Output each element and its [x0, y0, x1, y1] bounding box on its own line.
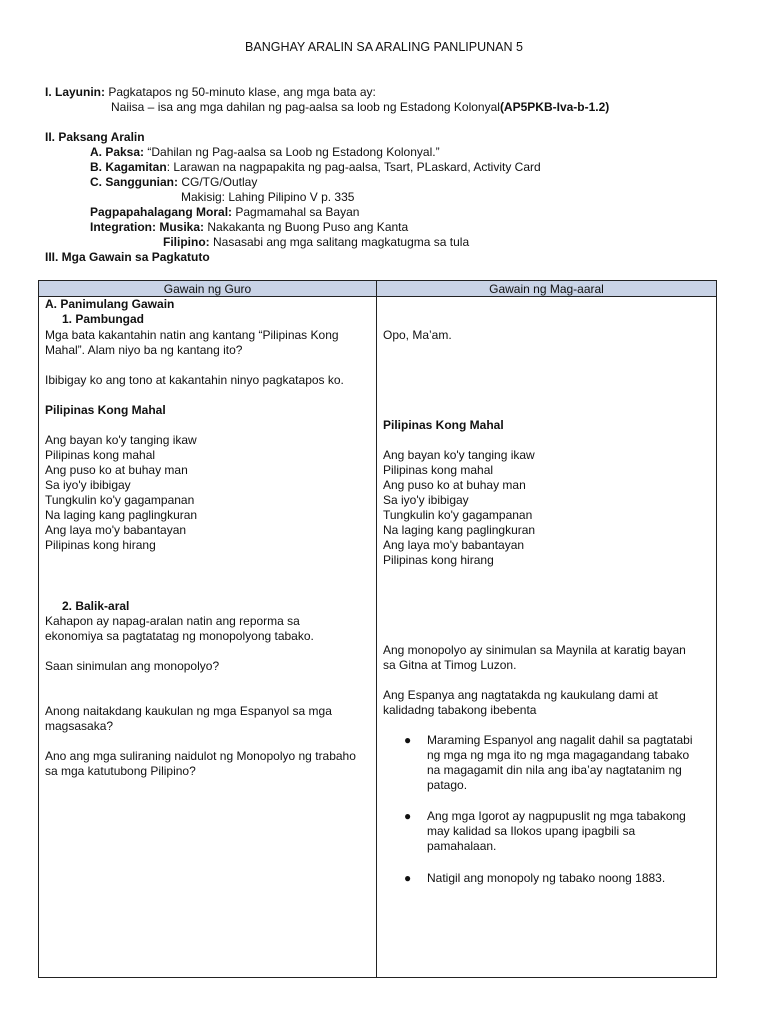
student-answer: sa Gitna at Timog Luzon.: [383, 658, 517, 672]
paksa-text: “Dahilan ng Pag-aalsa sa Loob ng Estadong Kolonyal.”: [144, 145, 440, 159]
student-answer: Ang Espanya ang nagtatakda ng kaukulang dami at: [383, 688, 658, 702]
bullet-icon: ●: [404, 809, 412, 823]
song-line: Na laging kang paglingkuran: [45, 508, 198, 522]
page-title: BANGHAY ARALIN SA ARALING PANLIPUNAN 5: [245, 40, 523, 54]
filipino-text: Nasasabi ang mga salitang magkatugma sa tula: [209, 235, 470, 249]
bullet-item: pamahalaan.: [427, 839, 497, 853]
filipino-line: [163, 235, 469, 250]
question: sa mga katutubong Pilipino?: [45, 764, 196, 778]
song-line: Sa iyo'y ibibigay: [383, 493, 469, 507]
song-line: Pilipinas kong mahal: [45, 448, 156, 462]
guro-column: [39, 297, 377, 978]
bullet-item: ng mga ng mga ito ng mga magagandang tabako: [427, 748, 690, 762]
kagamitan-line: [90, 160, 541, 175]
song-line: Ang puso ko at buhay man: [45, 463, 188, 477]
kagamitan-label: B. Kagamitan: [90, 160, 167, 174]
bullet-item: Maraming Espanyol ang nagalit dahil sa pagtatabi: [427, 733, 693, 747]
guro-instruction: Ibibigay ko ang tono at kakantahin ninyo pagkatapos ko.: [45, 373, 344, 387]
mag-aaral-column: [377, 297, 717, 978]
song-line: Pilipinas kong hirang: [383, 553, 494, 567]
balik-aral-text: ekonomiya sa pagtatatag ng monopolyong tabako.: [45, 629, 314, 643]
question: Saan sinimulan ang monopolyo?: [45, 659, 220, 673]
student-reply: Opo, Ma’am.: [383, 328, 452, 342]
song-line: Tungkulin ko'y gagampanan: [45, 493, 195, 507]
competency-code: (AP5PKB-Iva-b-1.2): [499, 100, 610, 114]
integration-label: Integration: Musika:: [90, 220, 205, 234]
song-line: Ang bayan ko'y tanging ikaw: [45, 433, 197, 447]
header-guro: Gawain ng Guro: [39, 281, 377, 297]
bullet-item: na magagamit din nila ang iba’ay nagtatanim ng: [427, 763, 682, 777]
filipino-label: Filipino:: [163, 235, 210, 249]
bullet-item: Ang mga Igorot ay nagpupuslit ng mga tabakong: [427, 809, 686, 823]
paksa-line: [90, 145, 440, 160]
kagamitan-text: : Larawan na nagpapakita ng pag-aalsa, Tsart, PLaskard, Activity Card: [166, 160, 541, 174]
sanggunian-text: CG/TG/Outlay: [178, 175, 258, 189]
integration-text: Nakakanta ng Buong Puso ang Kanta: [204, 220, 409, 234]
song-line: Pilipinas kong mahal: [383, 463, 494, 477]
song-line: Ang puso ko at buhay man: [383, 478, 526, 492]
sanggunian-line-2: Makisig: Lahing Pilipino V p. 335: [181, 190, 355, 204]
paksang-aralin-heading: II. Paksang Aralin: [45, 130, 145, 144]
song-line: Ang laya mo'y babantayan: [383, 538, 525, 552]
song-line: Na laging kang paglingkuran: [383, 523, 536, 537]
guro-prompt-line: Mahal”. Alam niyo ba ng kantang ito?: [45, 343, 243, 357]
bullet-item: Natigil ang monopoly ng tabako noong 1883.: [427, 871, 666, 885]
header-mag-aaral: Gawain ng Mag-aaral: [377, 281, 717, 297]
section-a-heading: A. Panimulang Gawain: [45, 297, 175, 311]
paksa-label: A. Paksa:: [90, 145, 145, 159]
student-answer: kalidadng tabakong ibebenta: [383, 703, 537, 717]
guro-prompt-line: Mga bata kakantahin natin ang kantang “Pilipinas Kong: [45, 328, 339, 342]
layunin-label: I. Layunin:: [45, 85, 105, 99]
sanggunian-label: C. Sanggunian:: [90, 175, 178, 189]
song-line: Sa iyo'y ibibigay: [45, 478, 131, 492]
sanggunian-line: [90, 175, 257, 190]
bullet-item: patago.: [427, 778, 468, 792]
bullet-icon: ●: [404, 733, 412, 747]
question: Anong naitakdang kaukulan ng mga Espanyol sa mga: [45, 704, 332, 718]
song-line: Pilipinas kong hirang: [45, 538, 156, 552]
song-line: Tungkulin ko'y gagampanan: [383, 508, 533, 522]
moral-line: [90, 205, 359, 220]
question: magsasaka?: [45, 719, 114, 733]
layunin-text: Pagkatapos ng 50-minuto klase, ang mga bata ay:: [105, 85, 376, 99]
gawain-heading: III. Mga Gawain sa Pagkatuto: [45, 250, 210, 264]
question: Ano ang mga suliraning naidulot ng Monopolyo ng trabaho: [45, 749, 356, 763]
balik-aral-text: Kahapon ay napag-aralan natin ang reporma sa: [45, 614, 300, 628]
bullet-item: may kalidad sa Ilokos upang ipagbili sa: [427, 824, 636, 838]
song-title: Pilipinas Kong Mahal: [383, 418, 504, 432]
lesson-table: [38, 280, 717, 978]
pambungad-heading: 1. Pambungad: [62, 312, 145, 326]
song-line: Ang laya mo'y babantayan: [45, 523, 187, 537]
student-answer: Ang monopolyo ay sinimulan sa Maynila at karatig bayan: [383, 643, 686, 657]
moral-text: Pagmamahal sa Bayan: [232, 205, 360, 219]
layunin-line: [45, 85, 376, 100]
bullet-icon: ●: [404, 871, 412, 885]
song-line: Ang bayan ko'y tanging ikaw: [383, 448, 535, 462]
moral-label: Pagpapahalagang Moral:: [90, 205, 233, 219]
balik-aral-heading: 2. Balik-aral: [62, 599, 130, 613]
song-title: Pilipinas Kong Mahal: [45, 403, 166, 417]
layunin-objective-text: Naiisa – isa ang mga dahilan ng pag-aalsa sa loob ng Estadong Kolonyal: [111, 100, 500, 114]
integration-line: [90, 220, 408, 235]
layunin-objective: [111, 100, 609, 115]
